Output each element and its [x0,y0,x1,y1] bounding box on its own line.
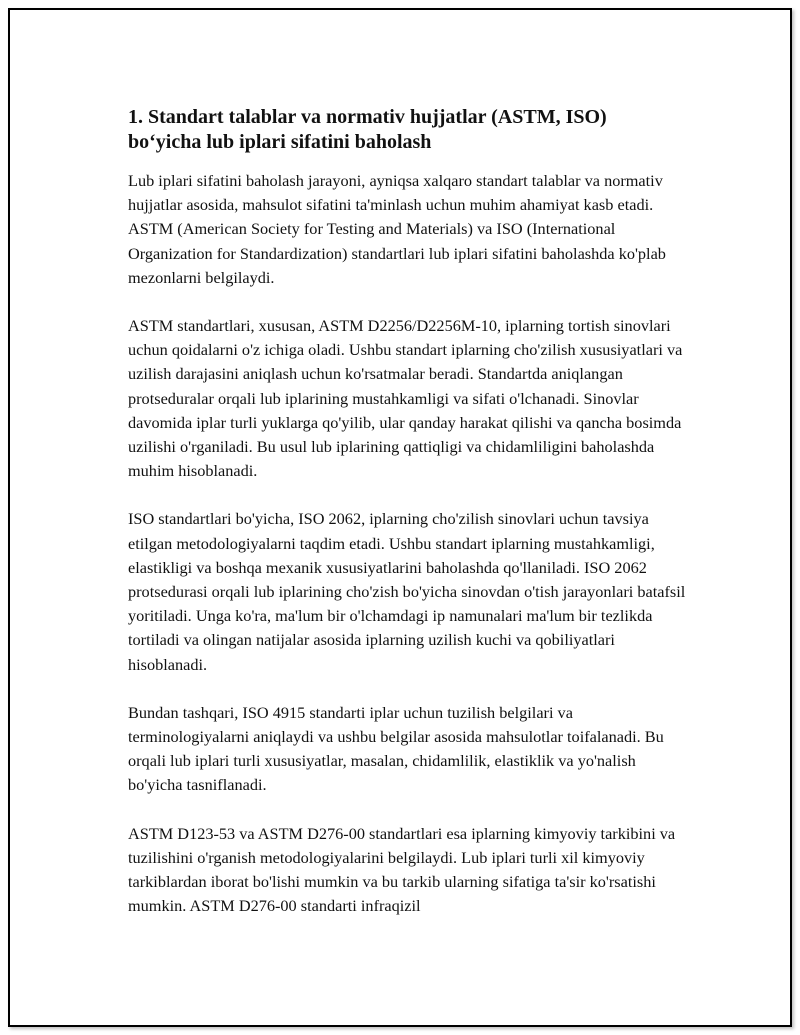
paragraph-intro: Lub iplari sifatini baholash jarayoni, ayniqsa xalqaro standart talablar va normativ hujjatlar asosida, mahsulot sifatini ta'minlash uchun muhim ahamiyat kasb etadi. ASTM (American Society for Testing and Materials) va ISO (International Organization for Standardization) standartlari lub iplari sifatini baholashda ko'plab mezonlarni belgilaydi. [128,171,666,287]
document-content [128,105,688,942]
paragraph-iso-2062: ISO standartlari bo'yicha, ISO 2062, iplarning cho'zilish sinovlari uchun tavsiya etilgan metodologiyalarni taqdim etadi. Ushbu standart iplarning mustahkamligi, elastikligi va boshqa mexanik xususiyatlarini baholashda qo'llaniladi. ISO 2062 protsedurasi orqali lub iplarining cho'zish bo'yicha sinovdan o'tish jarayonlari batafsil yoritiladi. Unga ko'ra, ma'lum bir o'lchamdagi ip namunalari ma'lum bir tezlikda tortiladi va olingan natijalar asosida iplarning uzilish kuchi va qobiliyatlari hisoblanadi. [128,509,686,674]
paragraph-iso-4915: Bundan tashqari, ISO 4915 standarti iplar uchun tuzilish belgilari va terminologiyalarni aniqlaydi va ushbu belgilar asosida mahsulotlar toifalanadi. Bu orqali lub iplari turli xususiyatlar, masalan, chidamlilik, elastiklik va yo'nalish bo'yicha tasniflanadi. [128,702,664,795]
paragraph-astm-d2256: ASTM standartlari, xususan, ASTM D2256/D2256M-10, iplarning tortish sinovlari uchun qoidalarni o'z ichiga oladi. Ushbu standart iplarning cho'zilish xususiyatlari va uzilish darajasini aniqlash uchun ko'rsatmalar beradi. Standartda aniqlangan protseduralar orqali lub iplarining mustahkamligi va sifati o'lchanadi. Sinovlar davomida iplar turli yuklarga qo'yilib, ular qanday harakat qilishi va qancha bosimda uzilishi o'rganiladi. Bu usul lub iplarining qattiqligi va chidamliligini baholashda muhim hisoblanadi. [128,316,683,481]
paragraph-astm-d123: ASTM D123-53 va ASTM D276-00 standartlari esa iplarning kimyoviy tarkibini va tuzilishini o'rganish metodologiyalarini belgilaydi. Lub iplari turli xil kimyoviy tarkiblardan iborat bo'lishi mumkin va bu tarkib ularning sifatiga ta'sir ko'rsatishi mumkin. ASTM D276-00 standarti infraqizil [128,823,676,916]
document-page [8,8,792,1027]
heading-line-1: 1. Standart talablar va normativ hujjatlar (ASTM, ISO) [128,106,607,128]
section-heading [128,105,688,155]
heading-line-2: bo‘yicha lub iplari sifatini baholash [128,131,432,153]
